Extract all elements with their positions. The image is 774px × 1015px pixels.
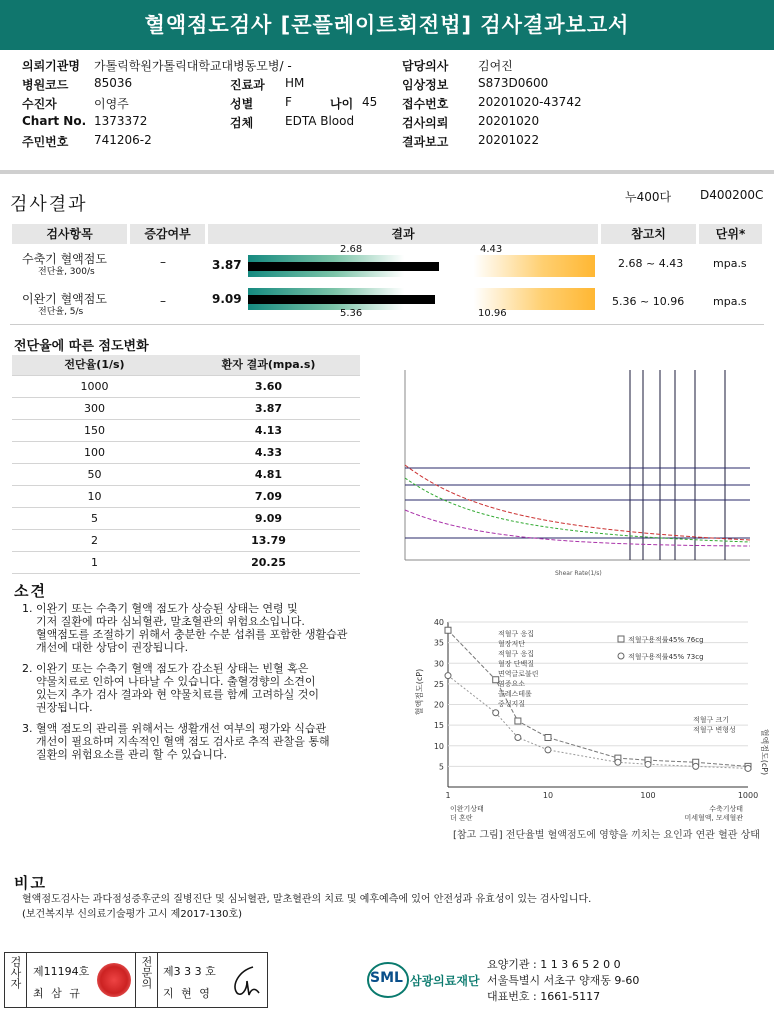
factor-label: 적혈구 크기 xyxy=(693,716,730,724)
shear-rate: 150 xyxy=(12,420,177,442)
curve-green xyxy=(405,478,750,542)
shear-rate: 1 xyxy=(12,552,177,574)
opinion-line: 2. 이완기 또는 수축기 혈액 점도가 감소된 상태는 빈혈 혹은 xyxy=(22,662,309,675)
shear-rate: 300 xyxy=(12,398,177,420)
table-row xyxy=(12,464,360,486)
x-annotation: 이완기상태 xyxy=(450,805,484,813)
signature-icon xyxy=(225,961,265,1001)
inspector-name: 최 삼 규 xyxy=(33,987,82,1000)
factor-label: 콜레스테롤 xyxy=(498,690,532,698)
info-label: 주민번호 xyxy=(22,135,69,149)
info-label: 결과보고 xyxy=(402,135,449,149)
shear-rate: 1000 xyxy=(12,376,177,398)
opinion-line: 권장됩니다. xyxy=(36,701,93,714)
code-1: 누400다 xyxy=(625,190,672,204)
opinion-line: 기저 질환에 따라 심뇌혈관, 말초혈관의 위험요소입니다. xyxy=(36,615,305,628)
opinion-line: 혈액점도를 조절하기 위해서 충분한 수분 섭취를 포함한 생활습관 xyxy=(36,628,348,641)
signature-box xyxy=(4,952,268,1008)
header-unit: 단위* xyxy=(699,224,762,244)
reference-chart xyxy=(412,612,772,847)
unit: mpa.s xyxy=(713,295,747,308)
change-value: – xyxy=(160,255,166,269)
tick-low: 5.36 xyxy=(340,308,363,319)
info-value: 20201020-43742 xyxy=(478,95,582,109)
opinion-line: 개선에 대한 상담이 권장됩니다. xyxy=(36,641,189,654)
item-sub: 전단율, 5/s xyxy=(38,307,84,317)
divider xyxy=(0,170,774,174)
header-item: 검사항목 xyxy=(12,224,127,244)
data-point xyxy=(545,747,551,753)
x-tick-label: 100 xyxy=(640,791,656,800)
info-value: 김여진 xyxy=(478,59,513,73)
seal-icon xyxy=(97,963,131,997)
info-label: 접수번호 xyxy=(402,97,449,111)
shear-rate: 5 xyxy=(12,508,177,530)
tick-high: 4.43 xyxy=(480,244,503,255)
inspector-license: 제11194호 xyxy=(33,965,90,978)
table-row xyxy=(12,442,360,464)
data-point xyxy=(445,673,451,679)
x-tick-label: 1000 xyxy=(737,791,759,800)
sml-logo xyxy=(366,960,406,1000)
info-label: 병원코드 xyxy=(22,78,69,92)
right-axis-label: 혈액점도(cP) xyxy=(760,728,769,776)
header-ref: 참고치 xyxy=(601,224,696,244)
result-row xyxy=(0,245,774,285)
info-value: 45 xyxy=(362,95,378,109)
y-axis-label: 혈액점도(cP) xyxy=(415,668,424,716)
table-row xyxy=(12,508,360,530)
opinion-line: 질환의 위험요소를 관리 할 수 있습니다. xyxy=(36,748,227,761)
info-value: 741206-2 xyxy=(94,133,152,147)
specialist-name: 지 현 영 xyxy=(163,987,212,1000)
legend-marker xyxy=(618,653,624,659)
shear-value: 4.13 xyxy=(177,420,360,442)
info-value: 20201022 xyxy=(478,133,540,147)
divider xyxy=(135,953,136,1007)
factor-label: 적혈구 변형성 xyxy=(693,726,736,734)
info-value: 이영주 xyxy=(94,97,129,111)
opinion-line: 개선이 필요하며 지속적인 혈액 점도 검사로 추적 관찰을 통해 xyxy=(36,735,330,748)
value-bar xyxy=(248,262,439,271)
header-result: 결과 xyxy=(208,224,598,244)
value-bar xyxy=(248,295,435,304)
info-label: 진료과 xyxy=(230,78,265,92)
header-change: 증감여부 xyxy=(130,224,205,244)
reference-caption: [참고 그림] 전단율별 혈액점도에 영향을 끼치는 요인과 연관 혈관 상태 xyxy=(453,830,760,841)
shear-col-value: 환자 결과(mpa.s) xyxy=(177,355,360,376)
factor-label: 혈장저단 xyxy=(498,640,526,648)
table-row xyxy=(12,552,360,574)
shear-rate: 2 xyxy=(12,530,177,552)
shear-rate: 100 xyxy=(12,442,177,464)
result-value: 3.87 xyxy=(212,258,242,272)
info-value: EDTA Blood xyxy=(285,114,355,128)
info-value: 20201020 xyxy=(478,114,540,128)
shear-value: 7.09 xyxy=(177,486,360,508)
legend-marker xyxy=(618,636,624,642)
info-label: 나이 xyxy=(330,97,354,111)
factor-label: 혈장 단백질 xyxy=(498,660,535,668)
factor-label: 면역글로불린 xyxy=(498,670,539,678)
opinion-item xyxy=(22,722,422,761)
shear-value: 13.79 xyxy=(177,530,360,552)
table-row xyxy=(12,420,360,442)
opinion-line: 있는지 추가 검사 결과와 현 약물치료를 함께 고려하실 것이 xyxy=(36,688,319,701)
ref-range: 2.68 ~ 4.43 xyxy=(618,257,684,270)
item-sub: 전단율, 300/s xyxy=(38,267,95,277)
logo-text: SML xyxy=(370,970,403,986)
shear-heading: 전단율에 따른 점도변화 xyxy=(14,339,149,354)
x-tick-label: 1 xyxy=(445,791,451,800)
shear-value: 3.87 xyxy=(177,398,360,420)
divider xyxy=(10,324,764,325)
factor-label: 적혈구 응집 xyxy=(498,650,535,658)
shear-value: 4.33 xyxy=(177,442,360,464)
info-value: 85036 xyxy=(94,76,133,90)
info-label: 성별 xyxy=(230,97,254,111)
curve-purple xyxy=(405,510,750,546)
specialist-license: 제3 3 3 호 xyxy=(163,965,216,978)
tick-high: 10.96 xyxy=(478,308,507,319)
opinion-line: 1. 이완기 또는 수축기 혈액 점도가 상승된 상태는 연령 및 xyxy=(22,602,298,615)
info-label: 담당의사 xyxy=(402,59,449,73)
info-label: 의뢰기관명 xyxy=(22,59,80,73)
shear-table xyxy=(12,355,360,574)
data-point xyxy=(645,761,651,767)
factor-label: 적혈구 응집 xyxy=(498,630,535,638)
info-label: 검체 xyxy=(230,116,254,130)
info-label: 임상정보 xyxy=(402,78,449,92)
divider xyxy=(26,953,27,1007)
legend-label: 적혈구용적률45% 76cg xyxy=(628,636,704,644)
data-point xyxy=(545,735,551,741)
opinion-heading: 소견 xyxy=(14,582,47,600)
opinion-item xyxy=(22,602,422,654)
shear-value: 4.81 xyxy=(177,464,360,486)
table-row xyxy=(12,376,360,398)
results-heading: 검사결과 xyxy=(10,194,88,215)
patient-info xyxy=(22,57,762,157)
report-title: 혈액점도검사 [콘플레이트회전법] 검사결과보고서 xyxy=(0,0,774,50)
y-tick-label: 10 xyxy=(433,741,444,751)
x-tick-label: 10 xyxy=(542,791,554,800)
shear-rate: 10 xyxy=(12,486,177,508)
info-value: HM xyxy=(285,76,305,90)
factor-label: 중성지질 xyxy=(498,700,526,708)
info-value: F xyxy=(285,95,292,109)
result-row xyxy=(0,284,774,324)
result-value: 9.09 xyxy=(212,292,242,306)
y-tick-label: 30 xyxy=(433,659,444,669)
foundation-name: 삼광의료재단 xyxy=(410,974,480,988)
y-tick-label: 35 xyxy=(433,638,444,648)
info-value: S873D0600 xyxy=(478,76,549,90)
y-tick-label: 15 xyxy=(433,721,444,731)
shear-value: 9.09 xyxy=(177,508,360,530)
change-value: – xyxy=(160,294,166,308)
data-point xyxy=(445,627,451,633)
info-label: 수진자 xyxy=(22,97,57,111)
data-point xyxy=(515,718,521,724)
ref-range: 5.36 ~ 10.96 xyxy=(612,295,685,308)
opinion-list xyxy=(22,602,422,769)
info-value: 가톨릭학원가톨릭대학교대병동모병/ - xyxy=(94,59,292,73)
x-annotation: 수축기상태 xyxy=(709,805,743,813)
shear-rate: 50 xyxy=(12,464,177,486)
y-tick-label: 25 xyxy=(433,679,444,689)
table-row xyxy=(12,486,360,508)
opinion-line: 3. 혈액 점도의 관리를 위해서는 생활개선 여부의 평가와 식습관 xyxy=(22,722,327,735)
specialist-label: 전문의 xyxy=(140,956,153,989)
x-annotation: 미세혈액, 모세혈관 xyxy=(684,814,743,822)
unit: mpa.s xyxy=(713,257,747,270)
x-axis-label: Shear Rate(1/s) xyxy=(555,570,602,577)
opinion-line: 약물치료로 인하여 나타날 수 있습니다. 출혈경향의 소견이 xyxy=(36,675,316,688)
viscosity-graph xyxy=(385,360,770,580)
address: 서울특별시 서초구 양재동 9-60 xyxy=(487,974,640,987)
legend-label: 적혈구용적률45% 73cg xyxy=(628,653,704,661)
data-point xyxy=(745,765,751,771)
y-tick-label: 5 xyxy=(438,762,444,772)
institution-code: 요양기관 : 1 1 3 6 5 2 0 0 xyxy=(487,958,621,971)
opinion-item xyxy=(22,662,422,714)
item-name: 이완기 혈액점도 xyxy=(22,292,107,306)
remarks-line-2: (보건복지부 신의료기술평가 고시 제2017-130호) xyxy=(22,909,243,920)
tick-low: 2.68 xyxy=(340,244,363,255)
code-2: D400200C xyxy=(700,188,764,202)
table-row xyxy=(12,530,360,552)
data-point xyxy=(615,759,621,765)
factor-label: 염증요소 xyxy=(498,680,526,688)
table-row xyxy=(12,398,360,420)
remarks-heading: 비고 xyxy=(14,874,47,892)
y-tick-label: 40 xyxy=(433,618,444,627)
data-point xyxy=(693,763,699,769)
divider xyxy=(157,953,158,1007)
info-label: 검사의뢰 xyxy=(402,116,449,130)
item-name: 수축기 혈액점도 xyxy=(22,252,107,266)
shear-col-rate: 전단율(1/s) xyxy=(12,355,177,376)
y-tick-label: 20 xyxy=(433,700,444,710)
info-value: 1373372 xyxy=(94,114,148,128)
shear-value: 20.25 xyxy=(177,552,360,574)
remarks-line-1: 혈액점도검사는 과다점성증후군의 질병진단 및 심뇌혈관, 말초혈관의 치료 및 예후예측에 있어 안전성과 유효성이 있는 검사입니다. xyxy=(22,894,592,905)
shear-value: 3.60 xyxy=(177,376,360,398)
info-label: Chart No. xyxy=(22,114,87,128)
x-annotation: 더 혼란 xyxy=(450,814,473,822)
data-point xyxy=(493,710,499,716)
phone: 대표번호 : 1661-5117 xyxy=(487,990,601,1003)
inspector-label: 검사자 xyxy=(9,956,22,989)
curve-red xyxy=(405,465,750,540)
data-point xyxy=(515,735,521,741)
